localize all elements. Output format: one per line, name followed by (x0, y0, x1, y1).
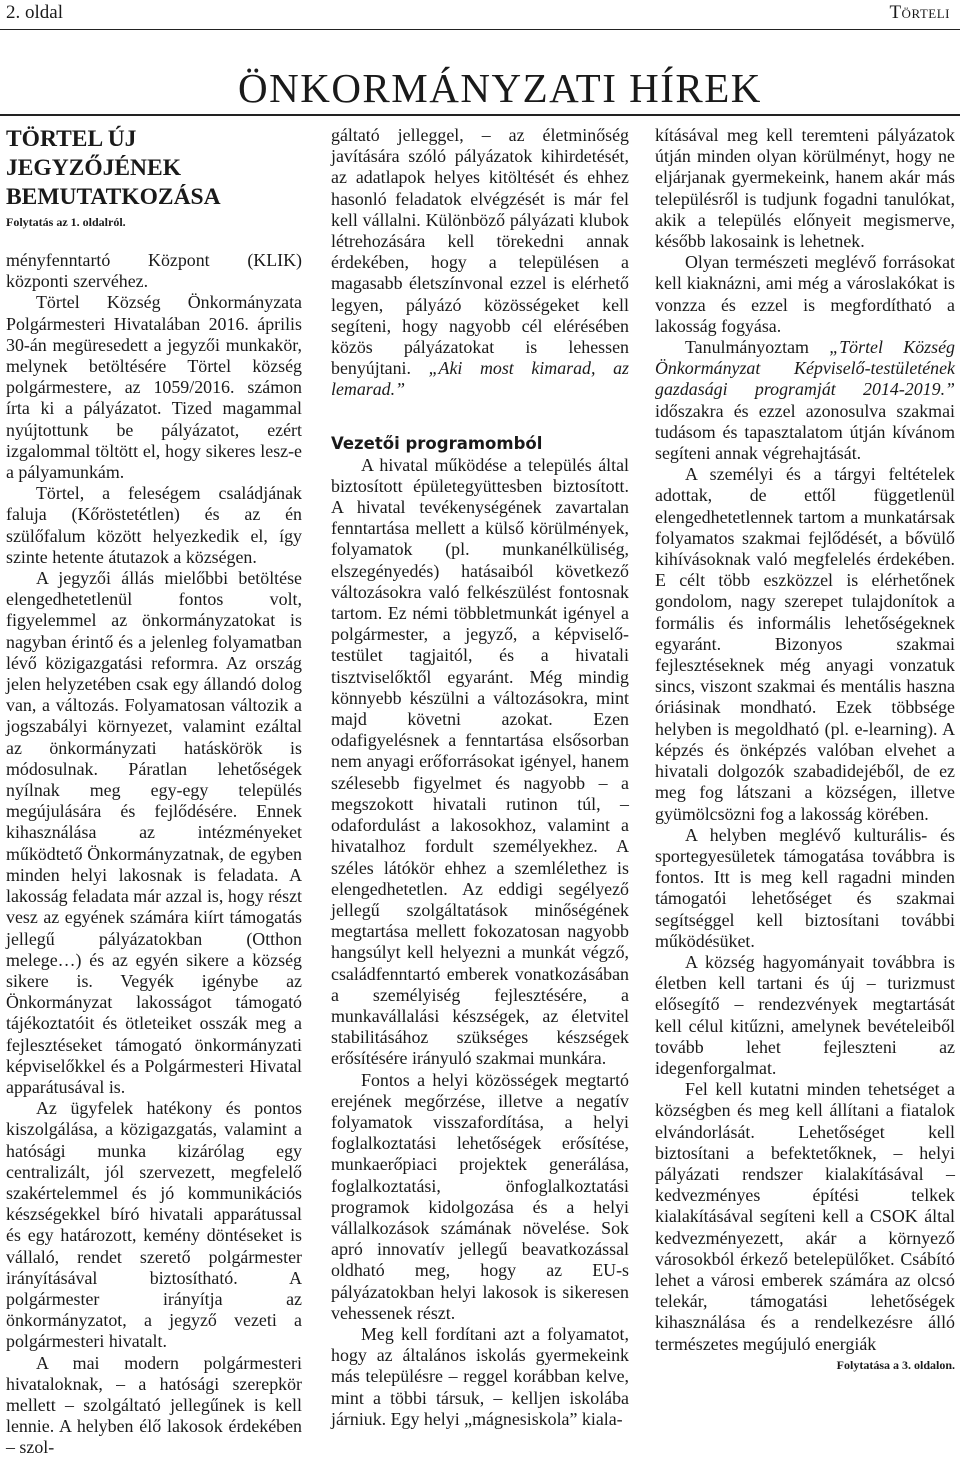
paragraph-text: Tanulmányoztam (685, 337, 809, 358)
paragraph: Az ügyfelek hatékony és pontos kiszolgálása, a közigazgatás, valamint a hatósági munka kizárólag egy centralizált, jól szervezett, megfelelő szakértelemmel és jó kommunikációs készségekkel bíró hivatali apparátussal és egy határozott, kemény döntéseket is vállaló, rendet szerető polgármester irányításával biztosítható. A polgármester irányítja az önkormányzatot, a jegyző vezeti a polgármesteri hivatalt. (6, 1098, 302, 1352)
paragraph (655, 337, 955, 464)
paragraph: Fontos a helyi közösségek megtartó erejének megőrzése, illetve a negatív folyamatok visszafordítása, a helyi foglalkoztatási lehetőségek erősítése, munkaerőpiaci projektek generálása, foglalkoztatási, önfoglalkoztatási programok kidolgozása és a helyi vállalkozások számának növelése. Sok apró innovatív jellegű beavatkozással oldható meg, hogy az EU-s pályázatokban helyi lakosok is sikeresen vehessenek részt. (331, 1069, 629, 1323)
paragraph: Olyan természeti meglévő forrásokat kell kiaknázni, ami még a városlakókat is vonzza és ezzel is megfordítható a lakosság fogyása. (655, 252, 955, 336)
paragraph: Törtel Község Önkormányzata Polgármesteri Hivatalában 2016. április 30-án megüresedett a jegyzői munkakör, melynek betöltésére Törtel község polgármestere, az 1059/2016. számon írta ki a pályázatot. Tized magammal nyújtottunk be pályázatot, ezért izgalommal töltött el, hogy sikeres lesz-e a pályamunkám. (6, 292, 302, 483)
section-rule (0, 114, 960, 116)
paragraph: A község hagyományait továbbra is életben kell tartani és új – turizmust elősegítő – rendezvények megtartását kell célul kitűzni, amelynek bevételeiből tovább lehet fejleszteni az idegenforgalmat. (655, 951, 955, 1078)
column-3 (655, 125, 955, 1373)
continued-to-note: Folytatása a 3. oldalon. (836, 1357, 955, 1372)
paragraph: A mai modern polgármesteri hivataloknak, – a hatósági szerepkör mellett – szolgáltató jellegűnek is kell lennie. A helyben élő lakosok érdekében – szol- (6, 1352, 302, 1458)
paragraph: A hivatal működése a település által biztosított épületegyüttesben biztosított. A hivatal tevékenységének zavartalan fenntartása mellett a külső körülmények, folyamatok (pl. munkanélküliség, elszegényedés) hatásaiból következő változásokra való felkészülést fontosnak tartom. Ez némi többletmunkát igényel a polgármester, a jegyző, a képviselő-testület tagjaitól, és a hivatali tisztviselőktől egyaránt. Még mindig könnyebb készülni a változásokra, mint majd követni azokat. Ezen odafigyelésnek a fenntartása elsősorban nem anyagi erőforrásokat igényel, hanem szélesebb figyelmet és nagyobb – a megszokott hivatali rutinon túl, – odafordulást a lakosokhoz, valamint a hivatalhoz fordult személyekhez. A széles látókör ehhez a szemlélethez is elengedhetetlen. Az eddigi segélyező jellegű szolgáltatások minőségének megtartása mellett fokozatosan nagyobb hangsúlyt kell helyezni a munkát végző, családfenntartó emberek vonatkozásában a személyiség fejlesztésére, a munkavállalási készségek, az életvitel stabilitásához szükséges készségek erősítésére irányuló szakmai munkára. (331, 454, 629, 1069)
page-number: 2. oldal (6, 2, 63, 23)
program-title: „Törtel Község Önkormányzat Képviselő-testületének gazdasági programját 2014-2019.” (655, 337, 955, 400)
section-title: ÖNKORMÁNYZATI HÍREK (238, 65, 762, 111)
page-header (0, 0, 960, 36)
article-title: TÖRTEL ÚJ JEGYZŐJÉNEK BEMUTATKOZÁSA (6, 126, 221, 210)
publication-name: Törteli (889, 2, 950, 23)
paragraph: Meg kell fordítani azt a folyamatot, hogy az általános iskolás gyermekeink más településre – reggel korábban kelve, mint a többi társuk, – kelljen iskolába járniuk. Egy helyi „mágnesiskola” kiala- (331, 1323, 629, 1429)
column-1 (6, 125, 302, 1459)
quote: „Aki most kimarad, az lemarad.” (331, 358, 629, 400)
paragraph: kításával meg kell teremteni pályázatok útján minden olyan körülményt, hogy ne eljárjanak gyermekeink, hanem akár más településről is tudjunk fogadni tanulókat, akik a település előnyeit megismerve, később lakosaink is lehetnek. (655, 125, 955, 252)
paragraph: Törtel, a feleségem családjának faluja (Kőröstetétlen) és az én szülőfalum között helyezkedik el, így szinte hetente átutazok a községen. (6, 483, 302, 567)
column-2 (331, 125, 629, 1430)
paragraph: A jegyzői állás mielőbbi betöltése elengedhetetlenül fontos volt, figyelemmel az önkormányzatokat is nagyban érintő és a jelenleg folyamatban lévő közigazgatási reformra. Az ország jelen helyzetében csak egy állandó dolog van, a változás. Folyamatosan változik a jogszabályi környezet, valamint ezáltal az önkormányzati hatáskörök is módosulnak. Páratlan lehetőségek nyílnak meg egy-egy település megújulására és fejlődésére. Ennek kihasználása az intézményeket működtető Önkormányzatnak, de egyben minden helyi lakosnak is feladata. A lakosság feladata már azzal is, hogy részt vesz az egyének számára kiírt támogatás jellegű pályázatokban (Otthon melege…) és az egyén sikere a község sikere is. Vegyék igénybe az Önkormányzat lakosságot támogató tájékoztatóit és ötleteiket osszák meg a fejlesztéseket támogató önkormányzati képviselőkkel és a Polgármesteri Hivatal apparátusával is. (6, 568, 302, 1097)
header-rule (0, 29, 960, 30)
paragraph-text: gáltató jelleggel, – az életminőség javítására szóló pályázatok kihirdetését, az adatlapok helyes kitöltését és ehhez hasonló feladatok elvégzését is már fel kell vállalni. Különböző pályázati klubok létrehozására kell törekedni annak érdekében, hogy a településen a magasabb életszínvonal ezzel is elérhető legyen, pályázó közösségeket kell segíteni, hogy nagyobb cél elérésében közös pályázatokat is lehessen benyújtani. (331, 125, 629, 379)
paragraph (331, 125, 629, 401)
paragraph: Fel kell kutatni minden tehetséget a községben és meg kell állítani a fiatalok elvándorlását. Lehetőséget kell biztosítani a befektetőknek, – helyi pályázati rendszer kialakításával – kedvezményes építési telkek kialakításával segíteni kell a CSOK által kedvezményezett, akár a környező városokból érkező betelepülőket. Csábító lehet a városi emberek számára az olcsó telekár, támogatási lehetőségek kihasználása és a rendelkezésre álló természetes megújuló energiák (655, 1079, 955, 1354)
continued-from-note: Folytatás az 1. oldalról. (6, 215, 126, 229)
subheading: Vezetői programomból (331, 433, 543, 453)
paragraph: ményfenntartó Központ (KLIK) központi szervéhez. (6, 250, 302, 292)
paragraph: A személyi és a tárgyi feltételek adottak, de ettől függetlenül elengedhetetlennek tartom a munkatársak folyamatos szakmai fejlődését, a bővülő kihívásoknak való megfelelés érdekében. E célt több eszközzel is elérhetőnek gondolom, nagy szerepet tulajdonítok a formális és informális lehetőségeknek egyaránt. Bizonyos szakmai fejlesztéseknek még anyagi vonzatuk sincs, viszont szakmai és mentális haszna óriásinak mondható. Ezek többsége helyben is megoldható (pl. e-learning). A képzés és önképzés valóban elvehet a hivatali dolgozók szabadidejéből, de ez meg fog látszani a községen, illetve gyümölcsözni fog a lakosság körében. (655, 464, 955, 824)
paragraph: A helyben meglévő kulturális- és sportegyesületek támogatása továbbra is fontos. Itt is meg kell ragadni minden támogatói lehetőséget és szakmai segítséggel kell biztosítani további működésüket. (655, 824, 955, 951)
paragraph-text: időszakra és ezzel azonosulva szakmai tudásom és tapasztalatom útján kívánom segíteni annak végrehajtását. (655, 400, 955, 464)
